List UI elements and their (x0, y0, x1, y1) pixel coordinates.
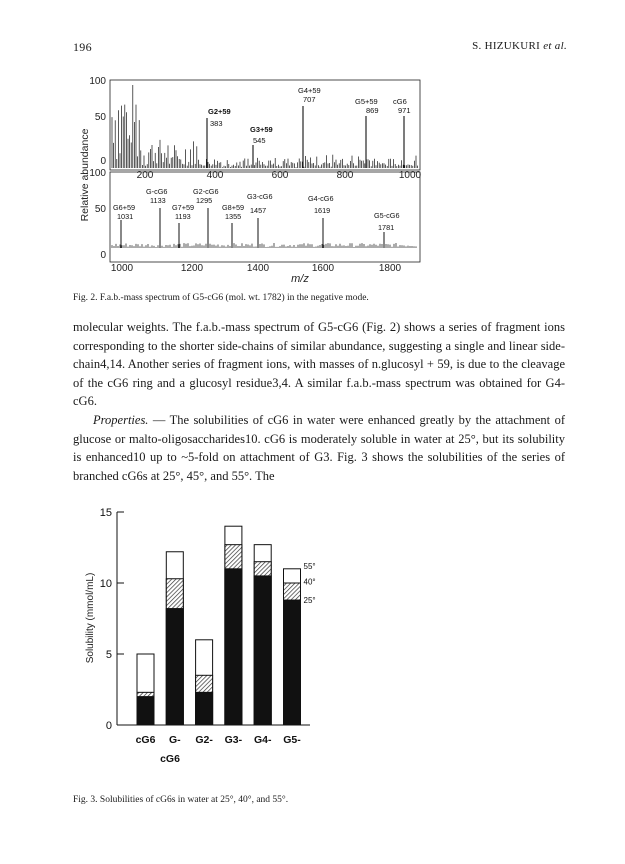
annot-g3cg6-value: 1457 (250, 206, 267, 215)
bar-25 (137, 697, 154, 725)
y-tick-label: 15 (99, 507, 112, 519)
top-x-tick-label: 1000 (398, 170, 422, 181)
annot-g4cg6-label: G4-cG6 (308, 194, 334, 203)
top-y-ticks (89, 76, 106, 167)
fig2-caption: Fig. 2. F.a.b.-mass spectrum of G5-cG6 (mol. wt. 1782) in the negative mode. (73, 293, 369, 303)
author-name: S. HIZUKURI (472, 40, 541, 52)
top-y-tick-label: 100 (89, 76, 106, 87)
running-head (472, 40, 567, 52)
annot-cg6-value: 971 (398, 106, 411, 115)
body-text (73, 318, 565, 485)
bottom-x-ticks (111, 263, 402, 274)
fig3-y-label: Solubility (mmol/mL) (85, 572, 96, 664)
x-category-label: G2- (195, 734, 213, 746)
annot-g5cg6-label: G5-cG6 (374, 211, 400, 220)
annot-g4-label: G4+59 (298, 86, 321, 95)
annot-g8-value: 1355 (225, 212, 242, 221)
bar-25 (225, 569, 242, 725)
paragraph-2-text: — The solubilities of cG6 in water were enhanced greatly by the attachment of glucose or malto-oligosaccharides10. cG6 is moderately soluble in water at 25°, but its solubility is enhanced10 up to ~5-fold on attachment of G3. Fig. 3 shows the solubilities of the series of branched cG6s at 25°, 45°, and 55°. The (73, 412, 565, 483)
top-x-tick-label: 200 (136, 170, 154, 181)
y-tick-label: 10 (99, 578, 112, 590)
annot-g2-label: G2+59 (208, 107, 231, 116)
annot-g2cg6-label: G2-cG6 (193, 187, 219, 196)
bottom-y-tick-label: 100 (89, 168, 106, 179)
legend-label: 55° (303, 561, 316, 571)
fig2-x-label: m/z (291, 273, 309, 285)
solubility-bar-chart (0, 500, 625, 790)
annot-g6-value: 1031 (117, 212, 134, 221)
fig3-legend (304, 562, 316, 605)
annot-gcg6-value: 1133 (150, 196, 166, 205)
paragraph-1: molecular weights. The f.a.b.-mass spectrum of G5-cG6 (Fig. 2) shows a series of fragment ions corresponding to the shorter side-chains of similar abundance, suggesting a single and linear side-chain4,14. Another series of fragment ions, with masses of n.glucosyl + 59, is due to the cleavage of the cG6 ring and a glucosyl residue3,4. A similar f.a.b.-mass spectrum was obtained for G4-cG6. (73, 320, 565, 409)
annot-g5-value: 869 (366, 106, 379, 115)
top-x-tick-label: 400 (206, 170, 224, 181)
top-annotations (208, 86, 411, 145)
annot-g3cg6-label: G3-cG6 (247, 192, 273, 201)
y-tick-label: 5 (105, 649, 112, 661)
annot-g7-label: G7+59 (172, 203, 195, 212)
bottom-x-tick-label: 1800 (378, 263, 402, 274)
bottom-x-tick-label: 1200 (180, 263, 204, 274)
bottom-annotations (113, 187, 400, 232)
mass-spectrum-figure (0, 60, 625, 360)
fig3-y-ticks (100, 507, 124, 732)
annot-g4-value: 707 (303, 95, 316, 104)
bottom-x-tick-label: 1000 (110, 263, 134, 274)
annot-g4cg6-value: 1619 (314, 206, 331, 215)
fig3-bars (137, 526, 301, 725)
annot-g6-label: G6+59 (113, 203, 136, 212)
top-x-tick-label: 800 (336, 170, 354, 181)
annot-g3-label: G3+59 (250, 125, 273, 134)
bottom-y-ticks (89, 168, 106, 261)
bottom-x-tick-label: 1400 (246, 263, 270, 274)
page-number: 196 (73, 40, 92, 54)
properties-heading: Properties. (93, 412, 149, 427)
bottom-x-tick-label: 1600 (311, 263, 335, 274)
annot-cg6-label: cG6 (393, 97, 407, 106)
annot-gcg6-label: G-cG6 (146, 187, 168, 196)
annot-g5cg6-value: 1781 (378, 223, 395, 232)
paragraph-2 (73, 411, 565, 485)
bar-25 (284, 600, 301, 725)
bar-25 (254, 576, 271, 725)
x-category-label: G- (168, 734, 181, 746)
annot-g2-value: 383 (210, 119, 223, 128)
bottom-y-tick-label: 0 (100, 250, 106, 261)
legend-label: 40° (303, 577, 316, 587)
annot-g7-value: 1193 (175, 212, 191, 221)
bottom-y-tick-label: 50 (94, 204, 106, 215)
annot-g8-label: G8+59 (222, 203, 245, 212)
annot-g2cg6-value: 1295 (196, 196, 213, 205)
top-x-tick-label: 600 (271, 170, 289, 181)
x-category-label: cG6 (135, 734, 156, 746)
y-tick-label: 0 (105, 720, 112, 732)
bar-25 (196, 692, 213, 725)
top-y-tick-label: 50 (94, 112, 106, 123)
fig3-x-sublabel: cG6 (160, 753, 180, 765)
bar-25 (166, 609, 183, 725)
fig3-x-labels (136, 734, 302, 746)
fig2-y-label: Relative abundance (79, 128, 91, 222)
x-category-label: G4- (253, 734, 272, 746)
legend-label: 25° (303, 596, 316, 606)
x-category-label: G5- (283, 734, 301, 746)
annot-g3-value: 545 (253, 136, 266, 145)
author-suffix: et al. (543, 40, 567, 52)
fig3-caption: Fig. 3. Solubilities of cG6s in water at 25°, 40°, and 55°. (73, 795, 289, 805)
x-category-label: G3- (224, 734, 243, 746)
annot-g5-label: G5+59 (355, 97, 378, 106)
top-y-tick-label: 0 (100, 156, 106, 167)
